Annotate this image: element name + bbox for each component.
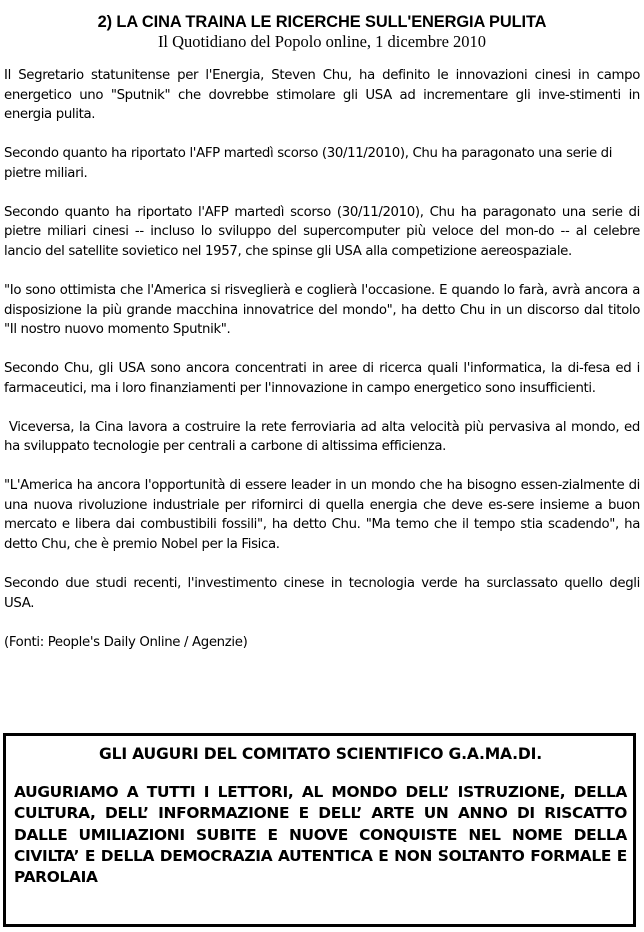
article-title-text: ) LA CINA TRAINA LE RICERCHE SULL'ENERGIA PULITA: [106, 13, 547, 31]
paragraph-6: Viceversa, la Cina lavora a costruire la rete ferroviaria ad alta velocità più pervasiva al mondo, ed ha sviluppato tecnologie per centrali a carbone di altissima efficienza.: [4, 419, 644, 455]
paragraph-3: Secondo quanto ha riportato l'AFP martedì scorso (30/11/2010), Chu ha paragonato una serie di pietre miliari cinesi -- incluso lo sviluppo del supercomputer più veloce del mon-do -- al celebre lancio del satellite sovietico nel 1957, che spinse gli USA alla competizione aereospaziale.: [4, 204, 644, 259]
paragraph-8: Secondo due studi recenti, l'investimento cinese in tecnologia verde ha surclassato quello degli USA.: [4, 576, 644, 611]
article-title: [4, 12, 640, 32]
article: [4, 12, 644, 672]
paragraph-7: "L'America ha ancora l'opportunità di essere leader in un mondo che ha bisogno essen-zialmente di una nuova rivoluzione industriale per rifornirci di quella energia che deve es-sere insieme a buon mercato e libera dai combustibili fossili", ha detto Chu. "Ma temo che il tempo stia scadendo", ha detto Chu, che è premio Nobel per la Fisica.: [4, 478, 644, 553]
paragraph-2: Secondo quanto ha riportato l'AFP martedì scorso (30/11/2010), Chu ha paragonato una serie di pietre miliari.: [4, 146, 617, 181]
sources-note: (Fonti: People's Daily Online / Agenzie): [4, 634, 248, 650]
paragraph-4: "Io sono ottimista che l'America si risveglierà e coglierà l'occasione. E quando lo farà, avrà ancora a disposizione la più grande macchina innovatrice del mondo", ha detto Chu in un discorso dal titolo "Il nostro nuovo momento Sputnik".: [4, 282, 644, 338]
greetings-box: [3, 733, 636, 927]
greetings-text: AUGURIAMO A TUTTI I LETTORI, AL MONDO DELL’ ISTRUZIONE, DELLA CULTURA, DELL’ INFORMAZIONE E DELL’ ARTE UN ANNO DI RISCATTO DALLE UMILIAZIONI SUBITE E NUOVE CONQUISTE NEL NOME DELLA CIVILTA’ E DELLA DEMOCRAZIA AUTENTICA E NON SOLTANTO FORMALE E PAROLAIA: [14, 783, 627, 887]
paragraph-1: Il Segretario statunitense per l'Energia, Steven Chu, ha definito le innovazioni cinesi in campo energetico uno "Sputnik" che dovrebbe stimolare gli USA ad incrementare gli inve-stimenti in energia pulita.: [4, 68, 644, 123]
greetings-title: GLI AUGURI DEL COMITATO SCIENTIFICO G.A.MA.DI.: [99, 745, 542, 763]
paragraph-5: Secondo Chu, gli USA sono ancora concentrati in aree di ricerca quali l'informatica, la di-fesa ed i farmaceutici, ma i loro finanziamenti per l'innovazione in campo energetico sono insufficienti.: [4, 361, 644, 396]
article-number: 2: [97, 13, 107, 31]
article-source: Il Quotidiano del Popolo online, 1 dicembre 2010: [157, 32, 487, 51]
